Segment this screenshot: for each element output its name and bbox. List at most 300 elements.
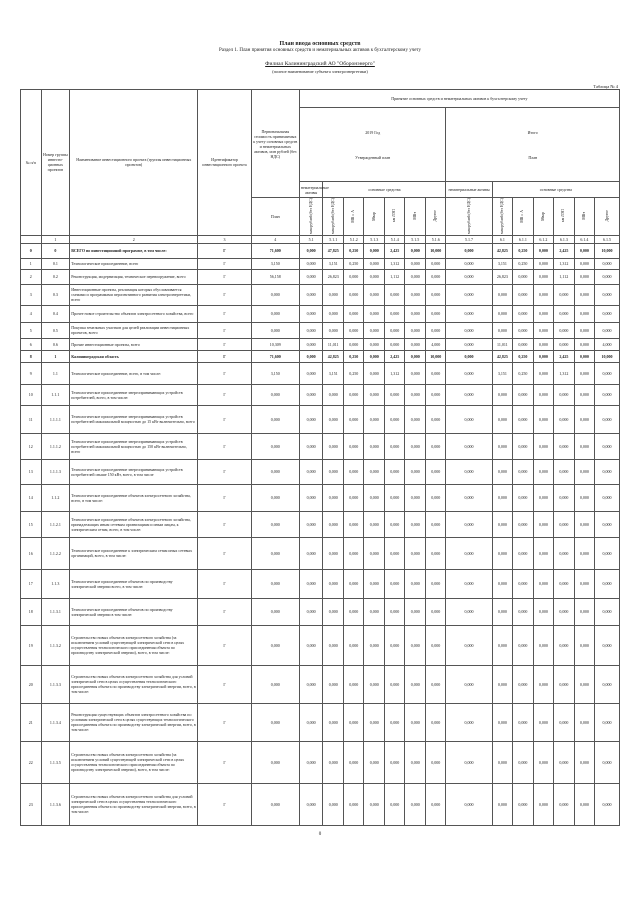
- row-value: 0,000: [492, 322, 513, 338]
- row-value: 0,000: [513, 284, 534, 305]
- row-value: 0,250: [513, 258, 534, 269]
- row-value: 1,312: [554, 362, 575, 384]
- row-value: 0,000: [405, 703, 426, 741]
- row-value: 0,000: [513, 433, 534, 459]
- row-value: 0,000: [384, 665, 405, 703]
- row-value: 0,000: [323, 703, 344, 741]
- row-id: Г: [198, 284, 251, 305]
- row-value: 0,000: [533, 625, 554, 665]
- row-value: 0,000: [384, 405, 405, 433]
- index-cell: 6.1.1: [513, 235, 534, 243]
- row-value: 0,000: [533, 459, 554, 484]
- row-value: 0,000: [554, 338, 575, 350]
- row-name: Технологическое присоединение энергопринимающих устройств потребителей свыше 150 кВт, всего, в том числе: [70, 459, 198, 484]
- row-number: 21: [21, 703, 42, 741]
- row-value: 0,000: [384, 338, 405, 350]
- row-value: 2,425: [384, 350, 405, 362]
- row-value: 0,000: [364, 384, 385, 405]
- row-value: 0,000: [574, 665, 595, 703]
- col-cost-header: Первоначальная стоимость принимаемых к учету основных средств и нематериальных активов, млн рублей (без НДС): [251, 90, 299, 198]
- index-row: [21, 235, 620, 243]
- row-value: 0,000: [533, 703, 554, 741]
- investment-table: [20, 89, 620, 826]
- row-id: Г: [198, 459, 251, 484]
- row-value: 0,250: [343, 350, 364, 362]
- table-number: Таблица № 4: [593, 84, 618, 89]
- row-id: Г: [198, 269, 251, 284]
- index-cell: [21, 235, 42, 243]
- row-value: 0,000: [513, 484, 534, 511]
- row-value: 0,000: [446, 362, 492, 384]
- row-value: 0,000: [323, 511, 344, 537]
- row-value: 0,000: [574, 598, 595, 625]
- row-value: 0,000: [446, 284, 492, 305]
- row-value: 0,000: [533, 258, 554, 269]
- row-value: 0,000: [513, 665, 534, 703]
- row-name: Технологическое присоединение, всего, в том числе:: [70, 362, 198, 384]
- row-number: 11: [21, 405, 42, 433]
- row-value: 0,000: [574, 433, 595, 459]
- row-value: 0,000: [299, 665, 323, 703]
- table-header: [21, 90, 620, 244]
- row-value: 0,000: [299, 269, 323, 284]
- row-group: 1.1.3.5: [41, 741, 70, 783]
- index-cell: 6.1.2: [533, 235, 554, 243]
- row-value: 0,000: [343, 537, 364, 569]
- row-value: 0,000: [446, 350, 492, 362]
- row-number: 14: [21, 484, 42, 511]
- os-sub-header: [405, 198, 426, 236]
- row-cost: 0,000: [251, 384, 299, 405]
- table-row: [21, 537, 620, 569]
- row-value: 0,000: [595, 459, 620, 484]
- row-value: 0,000: [405, 433, 426, 459]
- unit-label: Другое: [433, 210, 438, 222]
- organization-name: Филиал Калининградский АО "Оборонэнерго": [265, 61, 375, 67]
- row-value: 0,000: [384, 384, 405, 405]
- table-row: [21, 338, 620, 350]
- row-value: 0,000: [323, 459, 344, 484]
- row-value: 0,000: [533, 362, 554, 384]
- row-value: 0,000: [425, 269, 446, 284]
- table-row: [21, 433, 620, 459]
- row-value: 10,000: [595, 243, 620, 258]
- row-value: 0,000: [513, 741, 534, 783]
- row-value: 0,000: [364, 741, 385, 783]
- row-value: 0,000: [425, 484, 446, 511]
- row-value: 0,000: [405, 338, 426, 350]
- row-value: 0,000: [299, 459, 323, 484]
- row-id: Г: [198, 322, 251, 338]
- row-value: 0,000: [323, 665, 344, 703]
- row-value: 0,000: [492, 783, 513, 825]
- row-name: ВСЕГО по инвестиционной программе, в том числе:: [70, 243, 198, 258]
- row-id: Г: [198, 625, 251, 665]
- row-value: 0,000: [405, 362, 426, 384]
- row-value: 10,000: [425, 350, 446, 362]
- row-value: 0,000: [446, 243, 492, 258]
- row-value: 0,000: [405, 384, 426, 405]
- row-value: 0,000: [364, 362, 385, 384]
- table-row: [21, 511, 620, 537]
- row-cost: 0,000: [251, 405, 299, 433]
- row-value: 0,000: [323, 433, 344, 459]
- row-value: 0,000: [533, 350, 554, 362]
- row-group: 1.1.1: [41, 384, 70, 405]
- row-group: 1.1.1.2: [41, 433, 70, 459]
- row-value: 42,825: [492, 350, 513, 362]
- table-row: [21, 384, 620, 405]
- row-value: 1,112: [554, 269, 575, 284]
- row-id: Г: [198, 783, 251, 825]
- row-value: 0,000: [364, 598, 385, 625]
- index-cell: 4: [251, 235, 299, 243]
- row-value: 0,000: [446, 665, 492, 703]
- row-value: 0,250: [513, 243, 534, 258]
- row-value: 0,250: [343, 258, 364, 269]
- row-cost: 0,000: [251, 433, 299, 459]
- index-cell: 6.1.4: [574, 235, 595, 243]
- row-value: 0,000: [364, 459, 385, 484]
- row-value: 0,000: [492, 511, 513, 537]
- row-value: 2,425: [384, 243, 405, 258]
- row-value: 0,000: [343, 569, 364, 598]
- row-number: 4: [21, 305, 42, 322]
- row-value: 0,000: [574, 569, 595, 598]
- row-number: 13: [21, 459, 42, 484]
- col-group-header: Номер группы инвести-ционных проектов: [41, 90, 70, 236]
- unit-label: Мвар: [371, 211, 376, 221]
- row-value: 0,000: [405, 598, 426, 625]
- row-value: 1,112: [384, 269, 405, 284]
- row-value: 0,000: [364, 350, 385, 362]
- row-value: 0,000: [595, 405, 620, 433]
- row-value: 11,011: [492, 338, 513, 350]
- nma-sub-header: [299, 198, 323, 236]
- row-id: Г: [198, 362, 251, 384]
- row-id: Г: [198, 703, 251, 741]
- index-cell: 5.1.1: [323, 235, 344, 243]
- row-value: 0,000: [574, 269, 595, 284]
- row-value: 0,000: [574, 305, 595, 322]
- row-id: Г: [198, 598, 251, 625]
- row-name: Прочие инвестиционные проекты, всего: [70, 338, 198, 350]
- row-number: 18: [21, 598, 42, 625]
- row-name: Технологическое присоединение объектов по производству электрической энергии всего, в том числе:: [70, 569, 198, 598]
- row-value: 0,000: [533, 741, 554, 783]
- row-value: 0,000: [384, 783, 405, 825]
- row-value: 0,000: [492, 484, 513, 511]
- row-value: 0,000: [513, 338, 534, 350]
- row-value: 0,000: [425, 703, 446, 741]
- row-value: 0,000: [554, 384, 575, 405]
- row-value: 0,000: [446, 269, 492, 284]
- table-row: [21, 569, 620, 598]
- row-value: 0,000: [574, 537, 595, 569]
- row-number: 12: [21, 433, 42, 459]
- row-cost: 71,600: [251, 243, 299, 258]
- row-value: 0,000: [533, 284, 554, 305]
- row-cost: 0,000: [251, 284, 299, 305]
- row-name: Технологическое присоединение энергопринимающих устройств потребителей максимальной мощностью до 150 кВт включительно, всего: [70, 433, 198, 459]
- row-value: 0,000: [323, 405, 344, 433]
- row-group: 1.1.2.2: [41, 537, 70, 569]
- row-value: 0,000: [364, 783, 385, 825]
- row-value: 0,000: [405, 322, 426, 338]
- plan-label: Утвержденный план: [355, 154, 391, 160]
- row-value: 0,000: [384, 484, 405, 511]
- row-value: 0,000: [533, 269, 554, 284]
- row-value: 0,000: [554, 703, 575, 741]
- row-value: 0,000: [492, 459, 513, 484]
- row-number: 2: [21, 269, 42, 284]
- row-value: 0,000: [405, 625, 426, 665]
- row-value: 0,000: [513, 511, 534, 537]
- row-value: 0,000: [343, 338, 364, 350]
- row-value: 0,000: [595, 362, 620, 384]
- row-name: Технологическое присоединение объектов по производству электрической энергии в том числе:: [70, 598, 198, 625]
- row-group: 0.5: [41, 322, 70, 338]
- index-cell: 1: [41, 235, 70, 243]
- row-id: Г: [198, 665, 251, 703]
- row-value: 0,000: [384, 433, 405, 459]
- row-group: 1.1: [41, 362, 70, 384]
- row-group: 0.4: [41, 305, 70, 322]
- row-value: 3,151: [492, 362, 513, 384]
- row-name: Строительство новых объектов электросетевого хозяйства (за исключением условий существующей электрической сети в целях осуществления технологического присоединения объекта по производству электрической энергии), всего, в том числе:: [70, 625, 198, 665]
- row-number: 3: [21, 284, 42, 305]
- row-value: 4,000: [595, 338, 620, 350]
- index-cell: 2: [70, 235, 198, 243]
- table-row: [21, 243, 620, 258]
- row-value: 0,000: [574, 741, 595, 783]
- index-cell: 5.1.7: [446, 235, 492, 243]
- row-name: Калининградская область: [70, 350, 198, 362]
- row-value: 0,000: [425, 783, 446, 825]
- index-cell: 5.1.6: [425, 235, 446, 243]
- row-value: 0,000: [446, 484, 492, 511]
- row-value: 0,250: [343, 362, 364, 384]
- row-value: 0,000: [323, 598, 344, 625]
- row-group: 1.1.2: [41, 484, 70, 511]
- os2-sub-header: [595, 198, 620, 236]
- os-sub-header: [343, 198, 364, 236]
- table-row: [21, 350, 620, 362]
- row-value: 0,000: [343, 405, 364, 433]
- row-value: 0,000: [513, 384, 534, 405]
- row-value: 0,000: [574, 484, 595, 511]
- nma-header: нематериальные активы: [299, 182, 323, 198]
- row-value: 0,000: [405, 511, 426, 537]
- row-value: 0,000: [513, 783, 534, 825]
- row-value: 0,000: [425, 362, 446, 384]
- row-value: 0,000: [492, 305, 513, 322]
- row-value: 0,000: [446, 783, 492, 825]
- row-value: 3,151: [323, 362, 344, 384]
- row-id: Г: [198, 433, 251, 459]
- row-value: 1,312: [384, 258, 405, 269]
- row-group: 1.1.3.4: [41, 703, 70, 741]
- year-label: 2019 Год: [365, 129, 381, 135]
- row-value: 0,000: [595, 783, 620, 825]
- row-value: 0,000: [446, 405, 492, 433]
- row-value: 3,151: [323, 258, 344, 269]
- row-cost: 0,000: [251, 569, 299, 598]
- row-value: 0,000: [595, 665, 620, 703]
- row-name: Строительство новых объектов электросетевого хозяйства (за исключением условий существующей электрической сети в целях осуществления технологического присоединения объекта по производству электрической энергии), всего, в том числе:: [70, 741, 198, 783]
- row-value: 0,000: [323, 537, 344, 569]
- row-group: 1.1.3.2: [41, 625, 70, 665]
- row-group: 1.1.3.1: [41, 598, 70, 625]
- row-value: 2,425: [554, 350, 575, 362]
- row-value: 0,000: [554, 322, 575, 338]
- row-value: 0,000: [492, 625, 513, 665]
- index-cell: 6.1.5: [595, 235, 620, 243]
- row-value: 0,000: [533, 665, 554, 703]
- row-id: Г: [198, 741, 251, 783]
- row-value: 0,000: [554, 484, 575, 511]
- row-value: 0,000: [554, 459, 575, 484]
- row-value: 0,000: [323, 484, 344, 511]
- row-value: 0,000: [492, 433, 513, 459]
- row-cost: 0,000: [251, 459, 299, 484]
- row-number: 15: [21, 511, 42, 537]
- cost-plan-header: План: [251, 198, 299, 236]
- row-value: 0,000: [595, 433, 620, 459]
- row-value: 0,000: [574, 243, 595, 258]
- row-value: 0,000: [343, 384, 364, 405]
- row-id: Г: [198, 350, 251, 362]
- row-value: 0,000: [554, 665, 575, 703]
- os2-header: основные средства: [492, 182, 619, 198]
- row-value: 0,000: [323, 305, 344, 322]
- os2-sub-header: [533, 198, 554, 236]
- row-value: 0,000: [299, 703, 323, 741]
- row-value: 0,000: [364, 537, 385, 569]
- row-value: 0,000: [364, 405, 385, 433]
- row-value: 0,000: [595, 269, 620, 284]
- os2-sub-header: [492, 198, 513, 236]
- page-title: План ввода основных средств: [279, 41, 361, 47]
- row-number: 23: [21, 783, 42, 825]
- row-name: Технологическое присоединение к электрическим сетям иных сетевых организаций, всего, в том числе:: [70, 537, 198, 569]
- row-id: Г: [198, 511, 251, 537]
- table-row: [21, 625, 620, 665]
- row-cost: 0,000: [251, 703, 299, 741]
- row-value: 0,000: [343, 741, 364, 783]
- unit-label: МВ×А: [351, 209, 356, 223]
- row-value: 0,250: [513, 350, 534, 362]
- row-value: 0,000: [364, 433, 385, 459]
- table-row: [21, 459, 620, 484]
- row-value: 0,000: [595, 484, 620, 511]
- row-value: 0,000: [492, 569, 513, 598]
- index-cell: 5.1.2: [343, 235, 364, 243]
- row-id: Г: [198, 569, 251, 598]
- row-id: Г: [198, 384, 251, 405]
- index-cell: 5.1.5: [405, 235, 426, 243]
- table-body: [21, 243, 620, 825]
- row-value: 0,000: [343, 783, 364, 825]
- row-value: 0,000: [574, 338, 595, 350]
- row-value: 0,000: [574, 703, 595, 741]
- row-value: 10,000: [595, 350, 620, 362]
- row-value: 0,000: [513, 269, 534, 284]
- row-value: 0,000: [574, 405, 595, 433]
- table-row: [21, 258, 620, 269]
- row-value: 1,312: [384, 362, 405, 384]
- row-value: 1,312: [554, 258, 575, 269]
- nma2-header: нематериальные активы: [446, 182, 492, 198]
- row-group: 0.2: [41, 269, 70, 284]
- row-value: 0,000: [492, 703, 513, 741]
- row-value: 0,000: [554, 741, 575, 783]
- index-cell: 5.1.4: [384, 235, 405, 243]
- row-number: 1: [21, 258, 42, 269]
- organization-note: (полное наименование субъекта электроэнергетики): [272, 69, 368, 74]
- row-number: 0: [21, 243, 42, 258]
- row-name: Инвестиционные проекты, реализация которых обуславливается схемами и программами перспективного развития электроэнергетики, всего: [70, 284, 198, 305]
- total-label: Итого: [527, 129, 538, 135]
- os-sub-header: [425, 198, 446, 236]
- row-id: Г: [198, 484, 251, 511]
- row-value: 0,000: [446, 569, 492, 598]
- row-value: 0,000: [574, 511, 595, 537]
- col-total-header: [446, 108, 620, 182]
- row-value: 0,000: [595, 284, 620, 305]
- row-value: 0,000: [343, 598, 364, 625]
- row-value: 0,000: [425, 741, 446, 783]
- row-value: 0,000: [425, 284, 446, 305]
- row-value: 0,000: [492, 384, 513, 405]
- row-value: 0,000: [492, 598, 513, 625]
- row-value: 0,000: [574, 284, 595, 305]
- row-value: 0,000: [574, 459, 595, 484]
- row-value: 0,000: [364, 338, 385, 350]
- row-value: 0,000: [425, 511, 446, 537]
- row-value: 0,000: [343, 459, 364, 484]
- table-row: [21, 284, 620, 305]
- row-value: 0,000: [384, 598, 405, 625]
- table-row: [21, 598, 620, 625]
- row-value: 0,000: [299, 569, 323, 598]
- unit-label: МВт: [581, 212, 586, 220]
- row-value: 0,000: [343, 625, 364, 665]
- row-value: 0,000: [405, 405, 426, 433]
- row-cost: 3,150: [251, 258, 299, 269]
- row-cost: 3,150: [251, 362, 299, 384]
- row-value: 0,000: [323, 384, 344, 405]
- row-name: Прочее новое строительство объектов электросетевого хозяйства, всего: [70, 305, 198, 322]
- row-value: 0,000: [595, 703, 620, 741]
- row-value: 0,000: [299, 405, 323, 433]
- col-name-header: Наименование инвестиционного проекта (группы инвестиционных проектов): [70, 90, 198, 236]
- row-cost: 71,600: [251, 350, 299, 362]
- row-value: 0,000: [533, 405, 554, 433]
- col-id-header: Идентификатор инвестиционного проекта: [198, 90, 251, 236]
- os-header: основные средства: [323, 182, 446, 198]
- row-value: 0,000: [533, 322, 554, 338]
- row-value: 0,000: [533, 569, 554, 598]
- row-value: 0,000: [554, 433, 575, 459]
- row-name: Строительство новых объектов электросетевого хозяйства для условий электрической сети в целях осуществления технологического присоединения объекта по производству электрической энергии, всего, в том числе:: [70, 783, 198, 825]
- row-name: Технологическое присоединение энергопринимающих устройств потребителей максимальной мощностью до 15 кВт включительно, всего: [70, 405, 198, 433]
- row-value: 0,000: [343, 703, 364, 741]
- row-value: 0,000: [492, 537, 513, 569]
- row-value: 0,000: [405, 243, 426, 258]
- row-value: 10,000: [425, 243, 446, 258]
- row-number: 10: [21, 384, 42, 405]
